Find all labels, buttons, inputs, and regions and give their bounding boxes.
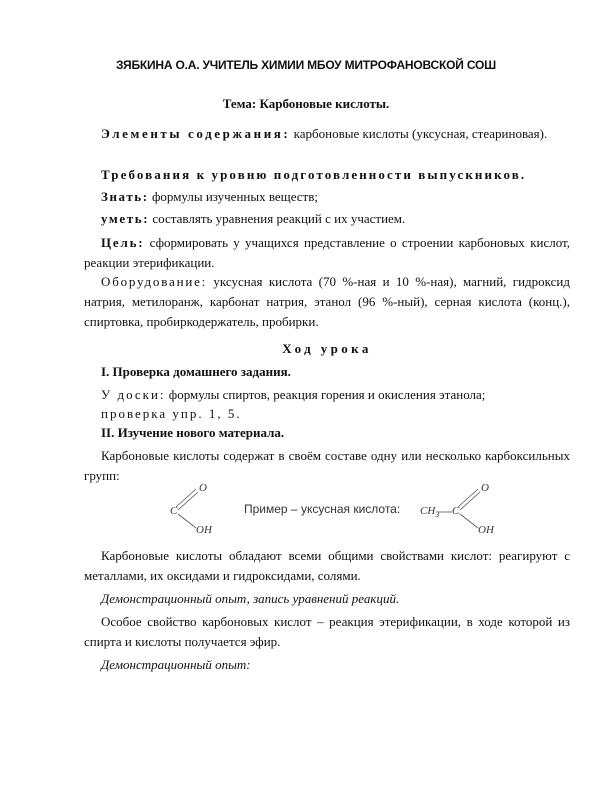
carboxyl-paragraph: Карбоновые кислоты содержат в своём составе одну или несколько карбоксильных групп: [84,448,570,483]
equipment-text: уксусная кислота (70 %-ная и 10 %-ная), магний, гидроксид натрия, метилоранж, карбонат натрия, этанол (96 %-ный), серная кислота (конц.), спиртовка, пробиркодержатель, пробирки. [84,274,570,329]
goal-text: сформировать у учащихся представление о строении карбоновых кислот, реакции этерификации. [84,235,571,270]
requirements-heading: Требования к уровню подготовленности выпускников. [101,167,527,182]
section-new-material-heading: II. Изучение нового материала. [101,425,285,440]
goal-paragraph [84,233,570,273]
elements-label: Элементы содержания: [101,126,291,141]
board-line [84,385,570,405]
board-text: формулы спиртов, реакция горения и окисления этанола; [168,387,486,402]
oxygen-atom: O [199,482,207,494]
can-text: составлять уравнения реакций с их участием. [152,211,406,226]
acetic-hydroxyl-group: OH [478,524,494,536]
equipment-label: Оборудование: [101,274,208,289]
carboxyl-formula-row [84,484,570,536]
board-label: У доски: [101,387,166,402]
carbon-atom: C [170,505,178,517]
properties-paragraph: Карбоновые кислоты обладают всеми общими свойствами кислот: реагируют с металлами, их оксидами и гидроксидами, солями. [84,548,570,583]
equipment-paragraph [84,272,570,332]
elements-paragraph [84,124,570,144]
esterification-paragraph: Особое свойство карбоновых кислот – реакция этерификации, в ходе которой из спирта и кислоты получается эфир. [84,614,570,649]
check-line: проверка упр. 1, 5. [101,406,242,421]
acetic-carbon-atom: C [452,505,460,517]
section-homework-heading: I. Проверка домашнего задания. [101,364,291,379]
goal-label: Цель: [101,235,145,250]
know-label: Знать: [101,189,149,204]
know-line [84,187,570,207]
example-label: Пример – уксусная кислота: [244,502,401,516]
can-line [84,209,570,229]
author-header: ЗЯБКИНА О.А. УЧИТЕЛЬ ХИМИИ МБОУ МИТРОФАНОВСКОЙ СОШ [116,58,496,72]
demo-equations-note: Демонстрационный опыт, запись уравнений реакций. [101,591,400,606]
lesson-heading: Ход урока [282,341,372,356]
hydroxyl-group: OH [196,524,212,536]
can-label: уметь: [101,211,150,226]
know-text: формулы изученных веществ; [151,189,318,204]
topic-title: Тема: Карбоновые кислоты. [222,96,390,111]
demo-experiment-note: Демонстрационный опыт: [101,657,251,672]
acetic-oxygen-atom: O [481,482,489,494]
methyl-group: $CH_3$ [420,505,440,520]
elements-text: карбоновые кислоты (уксусная, стеариновая). [293,126,548,141]
